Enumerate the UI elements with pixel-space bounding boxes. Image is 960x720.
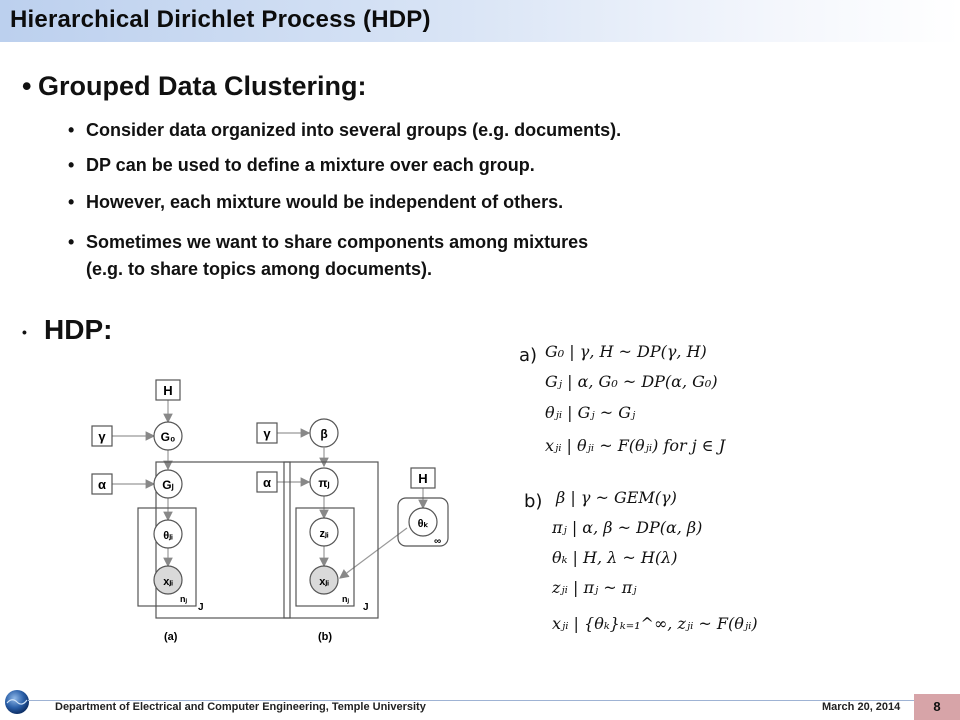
plate-label: J [363,602,369,613]
sub-bullet-text: However, each mixture would be independent of others. [86,192,564,212]
node-label: Gⱼ [162,478,174,492]
main-bullet [22,71,367,102]
equation-line: Gⱼ | α, G₀ ~ DP(α, G₀) [545,372,718,391]
node-label: γ [263,426,271,441]
equation-line: β | γ ~ GEM(γ) [556,488,677,507]
slide-title: Hierarchical Dirichlet Process (HDP) [10,6,431,33]
node-label: β [320,427,328,441]
plate-label: J [198,602,204,613]
sub-bullet-text: Sometimes we want to share components among mixtures [86,232,589,252]
plate-label: nⱼ [342,594,350,604]
hdp-heading [22,314,112,346]
node-label: H [418,471,428,486]
university-logo-icon [3,688,31,716]
node-label: α [263,475,271,490]
node-label: γ [98,429,106,444]
bullet-dot: • [22,71,32,101]
footer-date: March 20, 2014 [822,701,901,713]
node-label: xⱼᵢ [319,576,329,588]
plate-label: ∞ [434,536,442,547]
bullet-dot: • [22,323,27,340]
equation-line: xⱼᵢ | {θₖ}ₖ₌₁^∞, zⱼᵢ ~ F(θⱼᵢ) [552,614,758,633]
bullet-dot: • [68,120,75,140]
node-label: G₀ [160,430,176,444]
bullet-dot: • [68,155,75,175]
equation-line: πⱼ | α, β ~ DP(α, β) [552,518,703,537]
equation-line: zⱼᵢ | πⱼ ~ πⱼ [552,578,637,597]
graphical-model-diagram [80,370,460,645]
main-bullet-text: Grouped Data Clustering: [38,71,367,101]
equation-line: xⱼᵢ | θⱼᵢ ~ F(θⱼᵢ) for j ∈ J [545,436,726,455]
equation-line: G₀ | γ, H ~ DP(γ, H) [545,342,707,361]
caption-b: (b) [318,631,333,643]
bullet-dot: • [68,192,75,212]
caption-a: (a) [164,631,178,643]
footer-department: Department of Electrical and Computer Engineering, Temple University [55,701,426,713]
equation-line: θⱼᵢ | Gⱼ ~ Gⱼ [545,403,636,422]
sub-bullet-text: DP can be used to define a mixture over each group. [86,155,535,175]
node-label: H [163,383,173,398]
hdp-label: HDP: [44,314,113,345]
bullet-dot: • [68,232,75,252]
equation-line: θₖ | H, λ ~ H(λ) [552,548,678,567]
sub-bullet-text: (e.g. to share topics among documents). [86,259,433,279]
node-label: θⱼᵢ [163,530,173,542]
node-label: πⱼ [318,476,330,490]
node-label: θₖ [417,518,429,530]
equation-label-b: b) [524,491,543,512]
node-label: zⱼᵢ [319,528,329,540]
plate-label: nⱼ [180,594,188,604]
page-number: 8 [914,694,960,720]
equation-label-a: a) [519,345,538,366]
sub-bullet-text: Consider data organized into several groups (e.g. documents). [86,120,622,140]
node-label: xⱼᵢ [163,576,173,588]
node-label: α [98,477,106,492]
